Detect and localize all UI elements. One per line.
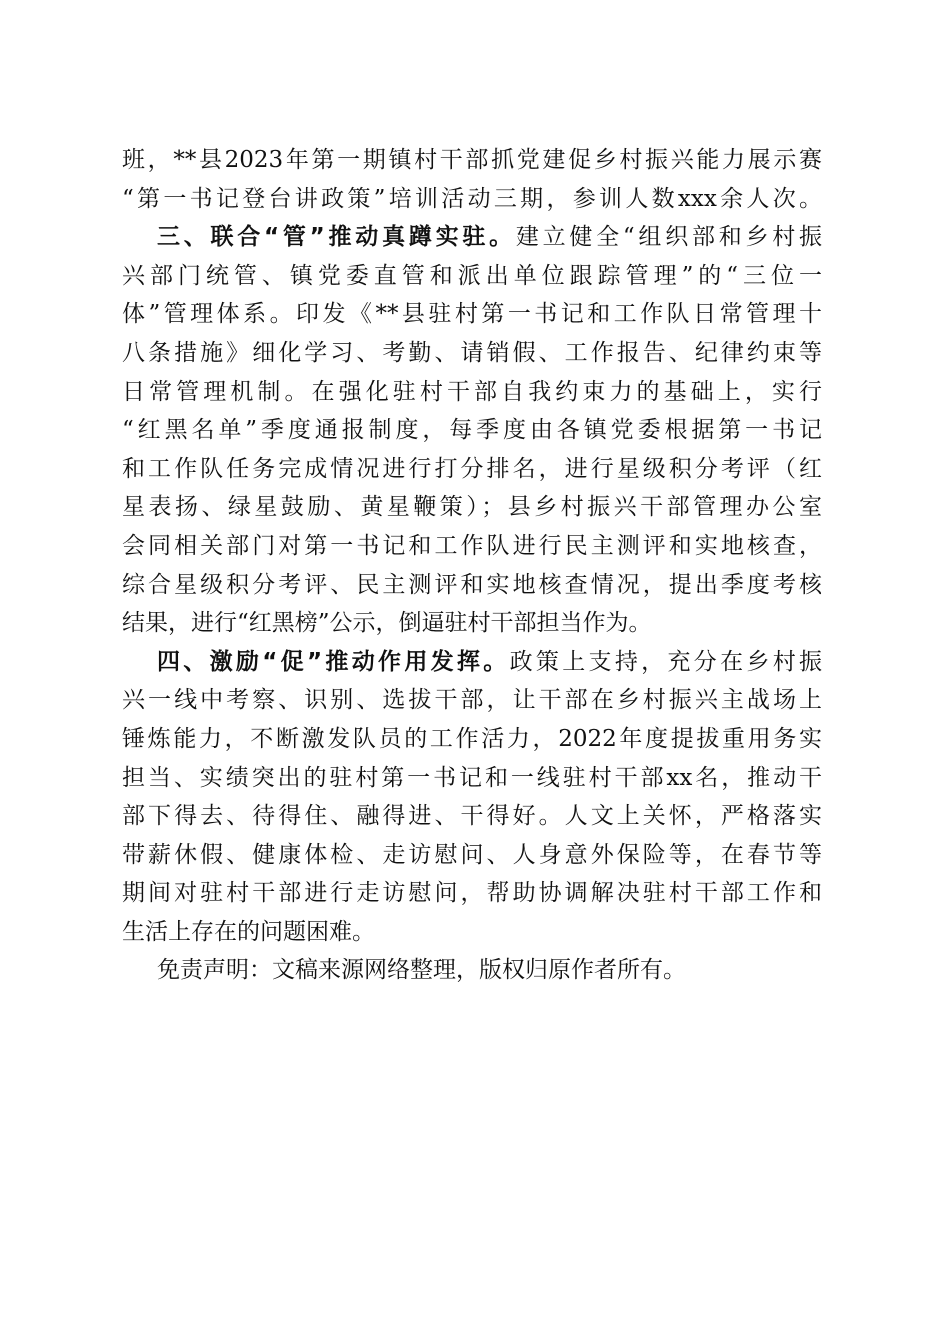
text-line: 日常管理机制。在强化驻村干部自我约束力的基础上，实行 [122,378,822,405]
text-line: 体”管理体系。印发《**县驻村第一书记和工作队日常管理十 [122,301,822,328]
text-line: 综合星级积分考评、民主测评和实地核查情况，提出季度考核 [122,571,822,598]
text-line: 八条措施》细化学习、考勤、请销假、工作报告、纪律约束等 [122,339,822,366]
paragraph-continued [122,141,822,218]
text-line: “红黑名单”季度通报制度，每季度由各镇党委根据第一书记 [122,417,822,444]
text-line: “第一书记登台讲政策”培训活动三期，参训人数xxx余人次。 [122,185,822,212]
text-line: 结果，进行“红黑榜”公示，倒逼驻村干部担当作为。 [122,610,652,637]
text-line: 和工作队任务完成情况进行打分排名，进行星级积分考评（红 [122,455,822,482]
section-heading: 四、激励“促”推动作用发挥。 [157,648,510,675]
text-line: 生活上存在的问题困难。 [122,918,375,945]
paragraph-section-4 [122,643,822,952]
document-page [122,141,822,990]
text-line: 锤炼能力，不断激发队员的工作活力，2022年度提拔重用务实 [122,725,822,752]
paragraph-disclaimer [122,951,822,990]
text-line: 部下得去、待得住、融得进、干得好。人文上关怀，严格落实 [122,803,822,830]
text-line [122,218,822,257]
text-run: 政策上支持，充分在乡村振 [509,648,823,675]
text-run: 建立健全“组织部和乡村振 [515,224,822,251]
disclaimer-text: 免责声明：文稿来源网络整理，版权归原作者所有。 [157,957,686,984]
text-line: 带薪休假、健康体检、走访慰问、人身意外保险等，在春节等 [122,841,822,868]
text-line [122,643,822,682]
text-line: 兴部门统管、镇党委直管和派出单位跟踪管理”的“三位一 [122,262,822,289]
text-line: 担当、实绩突出的驻村第一书记和一线驻村干部xx名，推动干 [122,764,822,791]
text-line: 星表扬、绿星鼓励、黄星鞭策）；县乡村振兴干部管理办公室 [122,494,822,521]
text-line: 会同相关部门对第一书记和工作队进行民主测评和实地核查， [122,532,822,559]
section-heading: 三、联合“管”推动真蹲实驻。 [157,224,516,251]
paragraph-section-3 [122,218,822,643]
text-line: 兴一线中考察、识别、选拔干部，让干部在乡村振兴主战场上 [122,687,822,714]
text-line: 班，**县2023年第一期镇村干部抓党建促乡村振兴能力展示赛 [122,147,822,173]
text-line: 期间对驻村干部进行走访慰问，帮助协调解决驻村干部工作和 [122,880,822,907]
